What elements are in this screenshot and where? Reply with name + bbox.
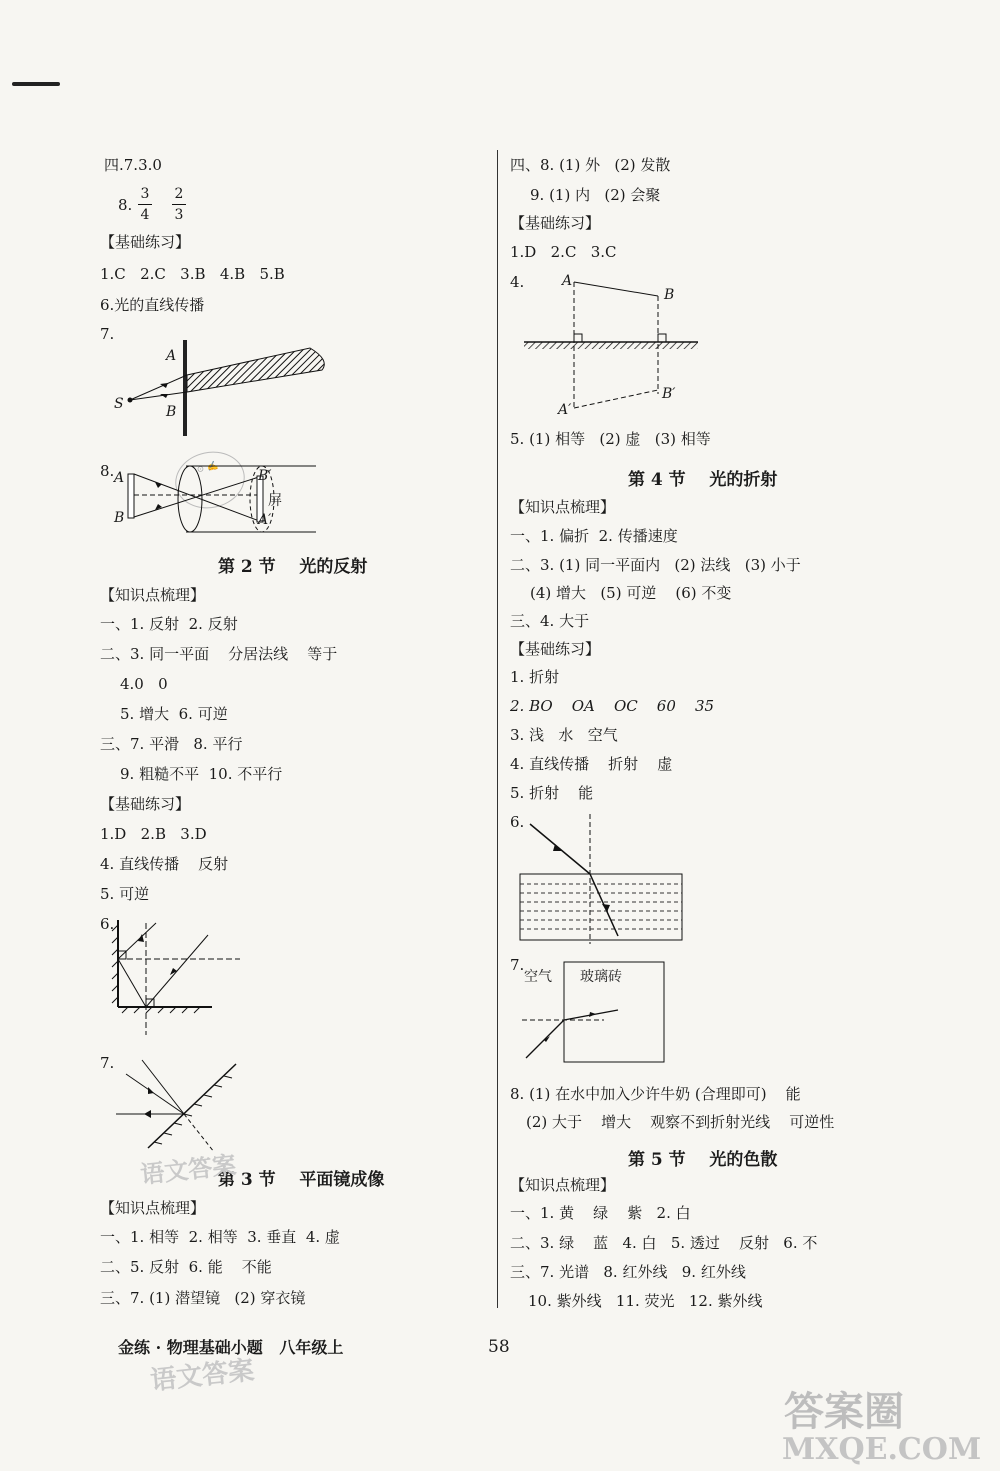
left-k13: 7.: [100, 1054, 115, 1072]
right-n13: 7.: [510, 956, 525, 974]
corner-mark: [12, 82, 60, 86]
fig4-label-b: B: [664, 287, 675, 303]
fig8-label-a: A: [114, 470, 125, 486]
right-r4: 1.D 2.C 3.C: [510, 243, 617, 261]
right-p1: 【知识点梳理】: [510, 1176, 616, 1194]
right-p4: 三、7. 光谱 8. 红外线 9. 红外线: [510, 1263, 746, 1281]
right-r1: 四、8. (1) 外 (2) 发散: [510, 156, 671, 174]
fig7-label-s: S: [114, 396, 124, 412]
left-line-3: 【基础练习】: [100, 233, 191, 251]
right-n5: 三、4. 大于: [510, 612, 590, 630]
right-n1: 【知识点梳理】: [510, 498, 616, 516]
fig8-label-b: B: [114, 510, 125, 526]
footer-title: 金练 · 物理基础小题 八年级上: [118, 1338, 344, 1357]
fig8-label-b-prime: B′: [258, 468, 272, 484]
fig7r-label-air: 空气: [524, 969, 552, 985]
left-k9: 1.D 2.B 3.D: [100, 825, 207, 843]
site-watermark: MXQE.COM: [782, 1432, 982, 1467]
left-m1: 【知识点梳理】: [100, 1199, 206, 1217]
left-k12: 6.: [100, 915, 115, 933]
fraction-1-numerator: 3: [140, 186, 150, 202]
left-k2: 一、1. 反射 2. 反射: [100, 615, 238, 633]
faint-watermark-1: 语文答案: [138, 1150, 238, 1189]
left-k1: 【知识点梳理】: [100, 586, 206, 604]
right-n2: 一、1. 偏折 2. 传播速度: [510, 527, 678, 545]
fig4-label-a: A: [562, 273, 573, 289]
right-r5: 4.: [510, 273, 525, 291]
page-number: 58: [488, 1337, 510, 1357]
left-line-7: 8.: [100, 462, 115, 480]
fig7r-label-glass: 玻璃砖: [580, 969, 622, 985]
pinhole-diagram: [112, 462, 322, 537]
logo-watermark: 答案圈: [784, 1388, 904, 1435]
fig8-label-a-prime: A′: [258, 512, 272, 528]
left-k6: 三、7. 平滑 8. 平行: [100, 735, 243, 753]
water-refraction-diagram: [520, 814, 686, 944]
fraction-1-bar: [138, 204, 152, 205]
faint-watermark-2: 语文答案: [148, 1355, 256, 1397]
fig4-label-b-prime: B′: [662, 386, 676, 402]
section-4-title: 第 4 节 光的折射: [628, 470, 778, 490]
fraction-2-numerator: 2: [174, 186, 184, 202]
fraction-2-bar: [172, 204, 186, 205]
shadow-diagram: [110, 330, 340, 440]
left-line-6: 7.: [100, 325, 115, 343]
left-line-4: 1.C 2.C 3.B 4.B 5.B: [100, 265, 285, 283]
right-r6: 5. (1) 相等 (2) 虚 (3) 相等: [510, 430, 711, 448]
right-r3: 【基础练习】: [510, 214, 601, 232]
right-n8: 2. BO OA OC 60 35: [510, 697, 715, 715]
right-n3: 二、3. (1) 同一平面内 (2) 法线 (3) 小于: [510, 556, 801, 574]
right-n15: (2) 大于 增大 观察不到折射光线 可逆性: [526, 1113, 835, 1131]
right-p5: 10. 紫外线 11. 荧光 12. 紫外线: [528, 1292, 763, 1310]
fraction-1-denominator: 4: [140, 207, 150, 223]
fig7-label-a: A: [166, 348, 177, 364]
left-k3: 二、3. 同一平面 分居法线 等于: [100, 645, 338, 663]
left-k7: 9. 粗糙不平 10. 不平行: [120, 765, 283, 783]
fraction-2-denominator: 3: [174, 207, 184, 223]
right-n14: 8. (1) 在水中加入少许牛奶 (合理即可) 能: [510, 1085, 801, 1103]
left-k11: 5. 可逆: [100, 885, 150, 903]
left-m3: 二、5. 反射 6. 能 不能: [100, 1258, 272, 1276]
left-k8: 【基础练习】: [100, 795, 191, 813]
fig4-label-a-prime: A′: [558, 402, 572, 418]
left-m4: 三、7. (1) 潜望镜 (2) 穿衣镜: [100, 1289, 306, 1307]
reflection-diagram: [112, 1058, 244, 1150]
corner-mirror-diagram: [108, 915, 248, 1039]
fig7-label-b: B: [166, 404, 177, 420]
right-n11: 5. 折射 能: [510, 784, 594, 802]
section-5-title: 第 5 节 光的色散: [628, 1150, 778, 1170]
section-2-title: 第 2 节 光的反射: [218, 557, 368, 577]
stamp-mark: ⊙ ✍: [170, 445, 250, 514]
right-r2: 9. (1) 内 (2) 会聚: [530, 186, 661, 204]
left-m2: 一、1. 相等 2. 相等 3. 垂直 4. 虚: [100, 1228, 340, 1246]
right-n9: 3. 浅 水 空气: [510, 726, 618, 744]
left-k4: 4.0 0: [120, 675, 168, 693]
right-n12: 6.: [510, 813, 525, 831]
left-k10: 4. 直线传播 反射: [100, 855, 229, 873]
right-n6: 【基础练习】: [510, 640, 601, 658]
section-3-title: 第 3 节 平面镜成像: [218, 1170, 385, 1190]
column-divider: [497, 150, 498, 1308]
fig8-label-screen: 屏: [268, 493, 282, 509]
right-p2: 一、1. 黄 绿 紫 2. 白: [510, 1204, 691, 1222]
right-n10: 4. 直线传播 折射 虚: [510, 755, 673, 773]
left-line-1: 四.7.3.0: [104, 156, 162, 174]
left-line-2: 8.: [118, 196, 133, 214]
left-k5: 5. 增大 6. 可逆: [120, 705, 228, 723]
left-line-5: 6.光的直线传播: [100, 296, 205, 314]
right-n4: (4) 增大 (5) 可逆 (6) 不变: [530, 584, 732, 602]
right-p3: 二、3. 绿 蓝 4. 白 5. 透过 反射 6. 不: [510, 1234, 818, 1252]
right-n7: 1. 折射: [510, 668, 560, 686]
